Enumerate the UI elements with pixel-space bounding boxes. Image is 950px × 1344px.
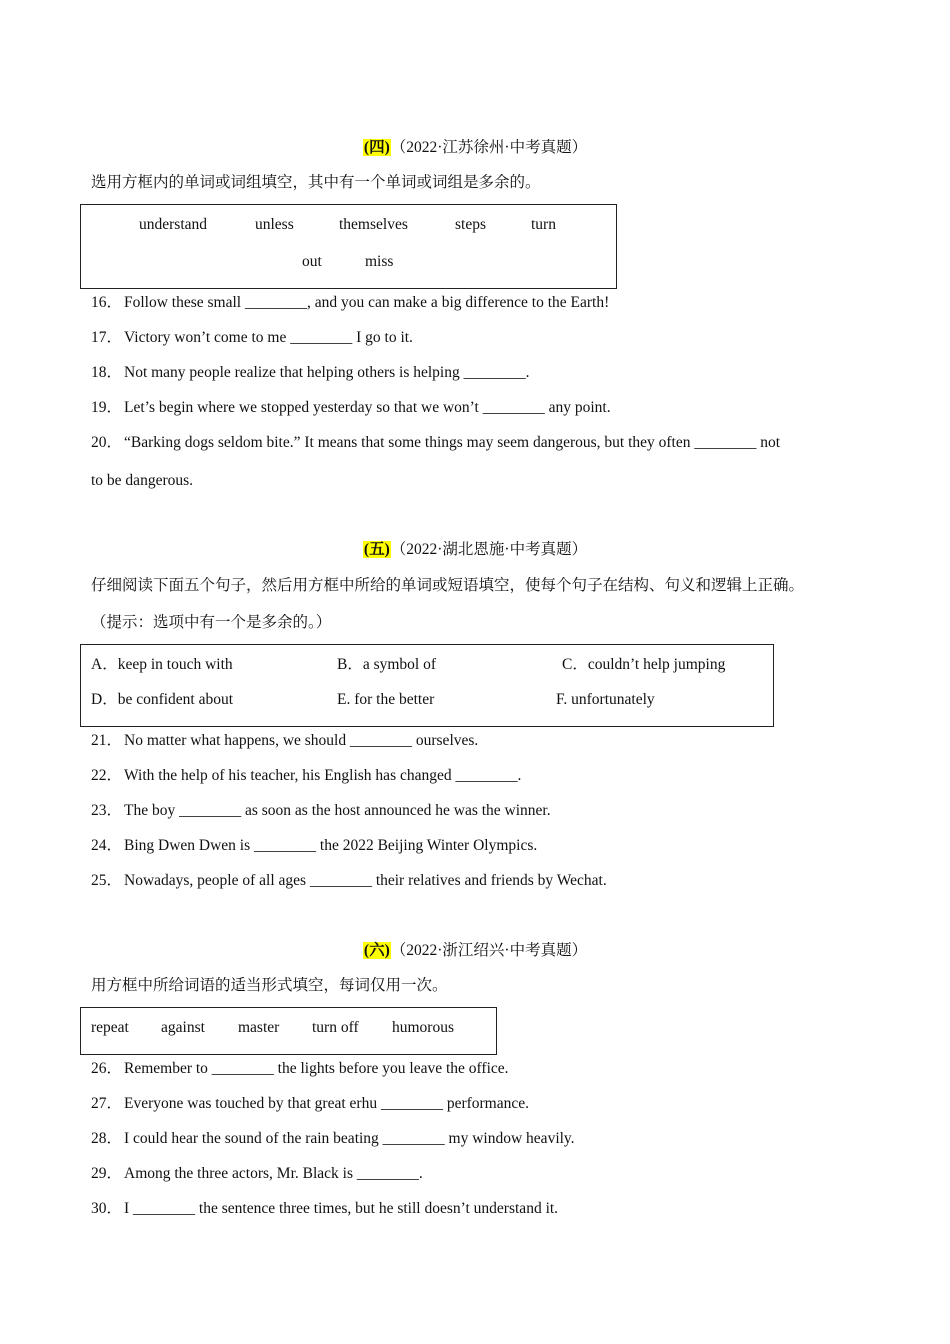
question-17 <box>91 328 413 348</box>
question-text: The boy ________ as soon as the host announced he was the winner. <box>124 802 551 819</box>
question-26 <box>91 1059 509 1079</box>
question-23 <box>91 801 551 821</box>
question-text: I could hear the sound of the rain beating ________ my window heavily. <box>124 1130 575 1147</box>
word-option: against <box>161 1019 205 1036</box>
question-16 <box>91 293 609 313</box>
question-text: “Barking dogs seldom bite.” It means that some things may seem dangerous, but they often ________ not <box>124 434 781 451</box>
question-number: 22． <box>91 767 123 784</box>
question-text: I ________ the sentence three times, but he still doesn’t understand it. <box>124 1200 559 1217</box>
section-6-label: (六) <box>363 942 390 959</box>
option-b: B．a symbol of <box>337 656 437 673</box>
word-option: humorous <box>392 1019 454 1036</box>
word-option: unless <box>255 216 294 233</box>
section-5-title <box>0 540 950 560</box>
question-text: Follow these small ________, and you can make a big difference to the Earth! <box>124 294 610 311</box>
section-6-word-box <box>80 1007 497 1055</box>
word-option: out <box>302 253 322 270</box>
word-option: understand <box>139 216 208 233</box>
option-c: C．couldn’t help jumping <box>562 656 726 673</box>
section-5-hint: （提示：选项中有一个是多余的。） <box>91 614 332 631</box>
word-option: turn <box>531 216 556 233</box>
question-text: No matter what happens, we should ________ ourselves. <box>124 732 479 749</box>
question-30 <box>91 1199 558 1219</box>
question-text: Victory won’t come to me ________ I go to it. <box>124 329 413 346</box>
option-a: A．keep in touch with <box>91 656 233 673</box>
question-text: With the help of his teacher, his English has changed ________. <box>124 767 522 784</box>
word-option: repeat <box>91 1019 129 1036</box>
word-option: turn off <box>312 1019 359 1036</box>
question-text: Let’s begin where we stopped yesterday so that we won’t ________ any point. <box>124 399 611 416</box>
question-20 <box>91 433 780 453</box>
question-24 <box>91 836 537 856</box>
word-option: steps <box>455 216 486 233</box>
question-number: 25． <box>91 872 123 889</box>
question-25 <box>91 871 607 891</box>
section-6-title <box>0 941 950 961</box>
word-option: master <box>238 1019 280 1036</box>
question-number: 17． <box>91 329 123 346</box>
section-4-title <box>0 138 950 158</box>
question-text: Remember to ________ the lights before you leave the office. <box>124 1060 509 1077</box>
question-number: 19． <box>91 399 123 416</box>
question-20-continuation: to be dangerous. <box>91 472 194 489</box>
question-text: Everyone was touched by that great erhu ________ performance. <box>124 1095 530 1112</box>
question-number: 29． <box>91 1165 123 1182</box>
question-text: Among the three actors, Mr. Black is ________. <box>124 1165 423 1182</box>
section-4-word-box <box>80 204 617 289</box>
word-option: miss <box>365 253 394 270</box>
question-21 <box>91 731 478 751</box>
question-number: 21． <box>91 732 123 749</box>
option-f: F. unfortunately <box>556 691 655 708</box>
section-5-instruction: 仔细阅读下面五个句子，然后用方框中所给的单词或短语填空，使每个句子在结构、句义和逻辑上正确。 <box>91 577 805 594</box>
question-number: 23． <box>91 802 123 819</box>
section-5-option-box <box>80 644 774 727</box>
question-number: 26． <box>91 1060 123 1077</box>
question-number: 27． <box>91 1095 123 1112</box>
question-number: 30． <box>91 1200 123 1217</box>
question-text: Nowadays, people of all ages ________ their relatives and friends by Wechat. <box>124 872 607 889</box>
question-19 <box>91 398 611 418</box>
section-5-source: （2022·湖北恩施·中考真题） <box>390 541 588 558</box>
question-27 <box>91 1094 529 1114</box>
option-d: D．be confident about <box>91 691 234 708</box>
question-22 <box>91 766 521 786</box>
question-number: 28． <box>91 1130 123 1147</box>
question-text: Not many people realize that helping others is helping ________. <box>124 364 530 381</box>
question-18 <box>91 363 530 383</box>
question-28 <box>91 1129 575 1149</box>
question-29 <box>91 1164 423 1184</box>
question-text: Bing Dwen Dwen is ________ the 2022 Beijing Winter Olympics. <box>124 837 538 854</box>
option-e: E. for the better <box>337 691 435 708</box>
question-number: 16． <box>91 294 123 311</box>
section-4-source: （2022·江苏徐州·中考真题） <box>390 139 588 156</box>
section-4-label: (四) <box>363 139 390 156</box>
section-6-instruction: 用方框中所给词语的适当形式填空，每词仅用一次。 <box>91 977 448 994</box>
section-5-label: (五) <box>363 541 390 558</box>
section-4-instruction: 选用方框内的单词或词组填空，其中有一个单词或词组是多余的。 <box>91 174 541 191</box>
section-6-source: （2022·浙江绍兴·中考真题） <box>390 942 588 959</box>
word-option: themselves <box>339 216 408 233</box>
question-number: 24． <box>91 837 123 854</box>
question-number: 18． <box>91 364 123 381</box>
question-number: 20． <box>91 434 123 451</box>
